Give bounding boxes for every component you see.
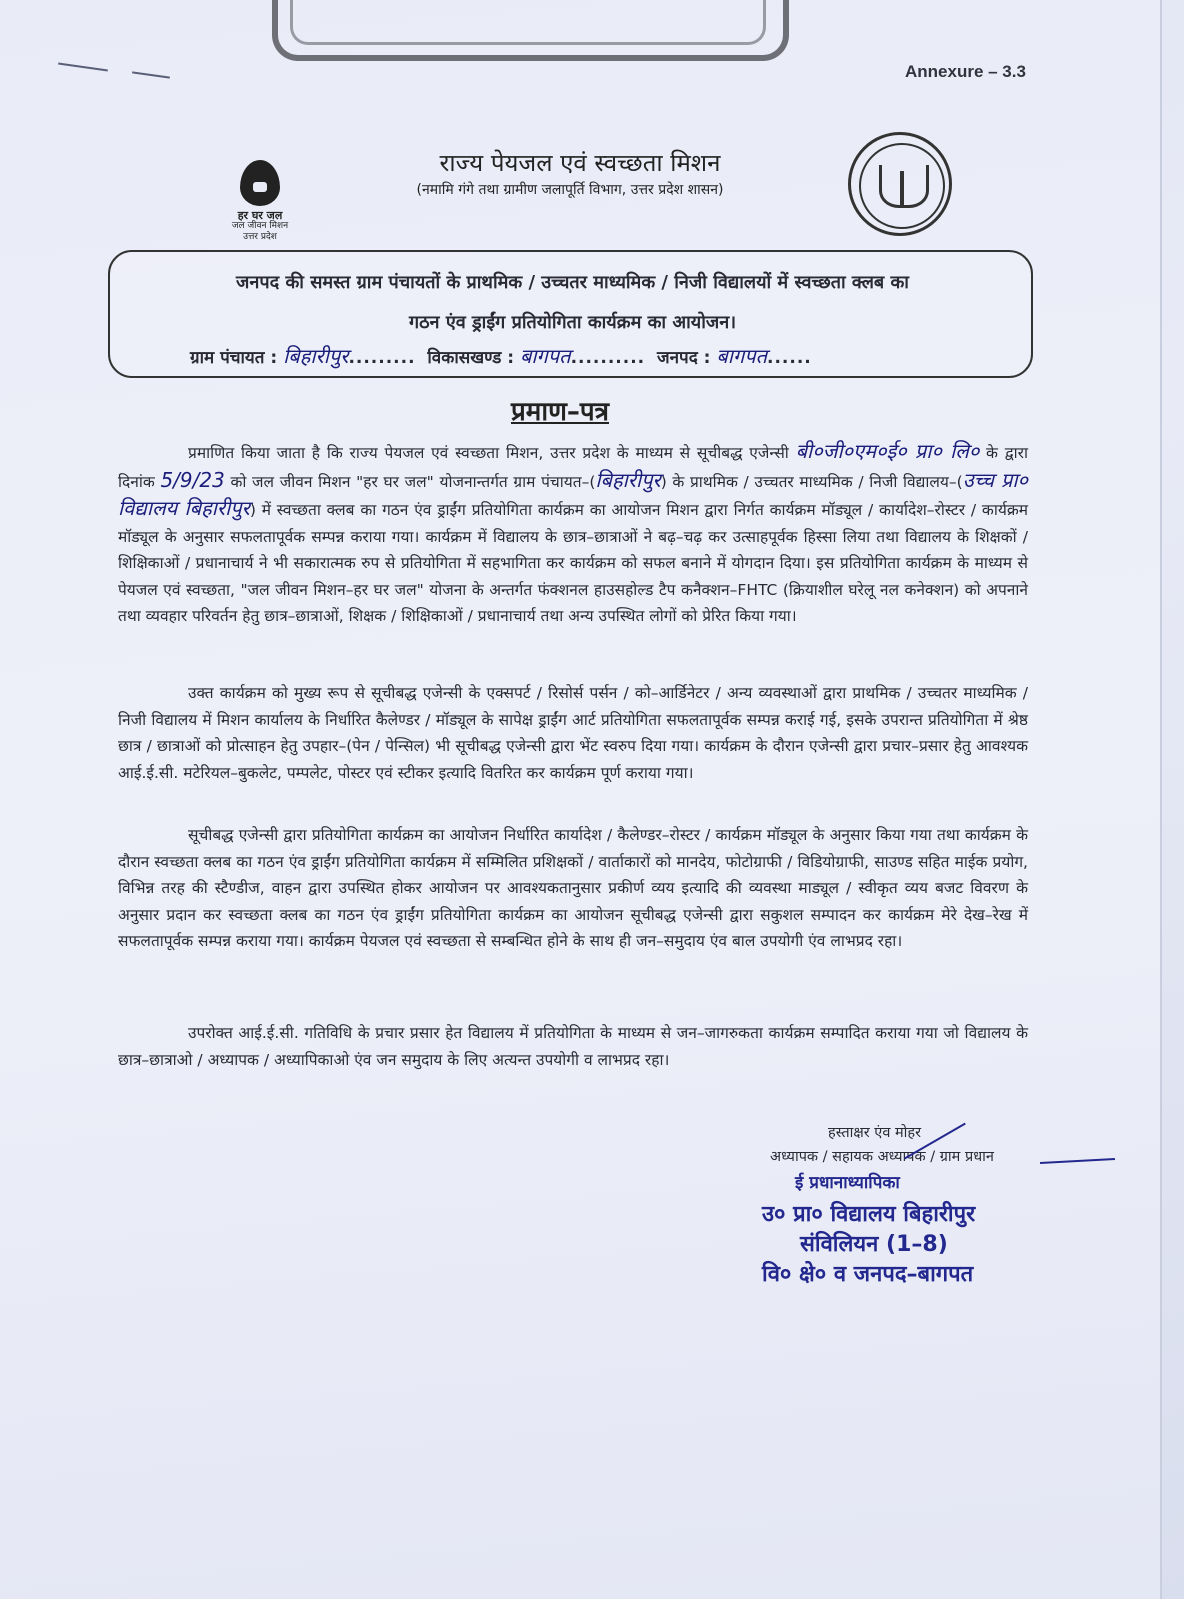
signature-label: हस्ताक्षर एंव मोहर xyxy=(828,1125,922,1141)
gram-panchayat-label: ग्राम पंचायत : xyxy=(190,348,278,368)
handwritten-signature-stroke xyxy=(1040,1158,1115,1164)
stamp-line2: संविलियन (1–8) xyxy=(800,1232,948,1257)
janpad-value: बागपत xyxy=(716,344,767,368)
gram-panchayat-fill: बिहारीपुर xyxy=(595,467,661,492)
p1-text-b: के द्वारा दिनांक xyxy=(118,444,1028,491)
annexure-label: Annexure – 3.3 xyxy=(905,62,1026,81)
banner-line2: गठन एंव ड्राईंग प्रतियोगिता कार्यक्रम का आयोजन। xyxy=(408,312,737,333)
vikaskhand-value: बागपत xyxy=(519,344,571,368)
logo-line3: उत्तर प्रदेश xyxy=(243,232,277,242)
p1-text-a: प्रमाणित किया जाता है कि राज्य पेयजल एवं स्वच्छता मिशन, उत्तर प्रदेश के माध्यम से सूचीबद्ध एजेन्सी xyxy=(188,444,789,462)
banner-line1: जनपद की समस्त ग्राम पंचायतों के प्राथमिक / उच्चतर माध्यमिक / निजी विद्यालयों में स्वच्छता क्लब का xyxy=(236,272,909,293)
janpad-label: जनपद : xyxy=(657,348,711,368)
mission-subtitle: (नमामि गंगे तथा ग्रामीण जलापूर्ति विभाग, उत्तर प्रदेश शासन) xyxy=(416,182,724,198)
school-name: उच्च प्रा० विद्यालय बिहारीपुर xyxy=(118,467,1028,520)
pen-mark xyxy=(132,71,170,78)
stamp-title: ई प्रधानाध्यापिका xyxy=(795,1173,900,1193)
gram-panchayat-value: बिहारीपुर xyxy=(283,344,349,368)
clipboard-clip-inner xyxy=(290,0,766,45)
mission-title: राज्य पेयजल एवं स्वच्छता मिशन xyxy=(439,149,721,177)
logo-line1: हर घर जल xyxy=(237,209,283,222)
paragraph-1 xyxy=(118,438,1028,630)
paragraph-3: सूचीबद्ध एजेन्सी द्वारा प्रतियोगिता कार्यक्रम का आयोजन निर्धारित कार्यादेश / कैलेण्डर–रोस्टर / कार्यक्रम मॉड्यूल के अनुसार किया गया तथा कार्यक्रम के दौरान स्वच्छता क्लब का गठन एंव ड्राईंग प्रतियोगिता कार्यक्रम में सम्मिलित प्रशिक्षकों / वार्ताकारों को मानदेय, फोटोग्राफी / विडियोग्राफी, साउण्ड सहित माईक प्रयोग, विभिन्न तरह की स्टैण्डीज, वाहन द्वारा उपस्थित होकर आयोजन पर आवश्यकतानुसार प्रकीर्ण व्यय इत्यादि की व्यवस्था माड्यूल / स्वीकृत व्यय बजट विवरण के अनुसार प्रदान कर स्वच्छता क्लब का गठन एंव ड्राईंग प्रतियोगिता कार्यक्रम का आयोजन सूचीबद्ध एजेन्सी द्वारा सकुशल सम्पादन कर कार्यक्रम मेरे देख–रेख में सफलतापूर्वक सम्पन्न कराया गया। कार्यक्रम पेयजल एवं स्वच्छता से सम्बन्धित होने के साथ ही जन–समुदाय एंव बाल उपयोगी एंव लाभप्रद रहा। xyxy=(118,826,1028,950)
program-date: 5/9/23 xyxy=(160,467,225,492)
pen-mark xyxy=(58,63,108,72)
p1-text-d: ) के प्राथमिक / उच्चतर माध्यमिक / निजी विद्यालय–( xyxy=(660,472,963,491)
banner-fields: ग्राम पंचायत : बिहारीपुर......... विकासखण्ड : बागपत.......... जनपद : बागपत...... xyxy=(190,344,812,368)
logo-line2: जल जीवन मिशन xyxy=(231,221,289,231)
p1-text-c: को जल जीवन मिशन "हर घर जल" योजनान्तर्गत ग्राम पंचायत–( xyxy=(230,472,596,491)
program-banner xyxy=(108,250,1033,378)
agency-name: बी०जी०एम०ई० प्रा० लि० xyxy=(795,439,980,463)
signatory-designation: अध्यापक / सहायक अध्यापक / ग्राम प्रधान xyxy=(770,1149,994,1165)
stamp-line1: उ० प्रा० विद्यालय बिहारीपुर xyxy=(762,1202,976,1227)
paragraph-4: उपरोक्त आई.ई.सी. गतिविधि के प्रचार प्रसार हेत विद्यालय में प्रतियोगिता के माध्यम से जन–जागरुकता कार्यक्रम सम्पादित कराया गया जो विद्यालय के छात्र–छात्राओ / अध्यापक / अध्यापिकाओ एंव जन समुदाय के लिए अत्यन्त उपयोगी व लाभप्रद रहा। xyxy=(118,1024,1028,1069)
certificate-title: प्रमाण–पत्र xyxy=(511,397,609,427)
p1-text-e: ) में स्वच्छता क्लब का गठन एंव ड्राईंग प्रतियोगिता कार्यक्रम का आयोजन मिशन द्वारा निर्गत कार्यक्रम मॉड्यूल / कार्यादेश–रोस्टर / कार्यक्रम मॉड्यूल के अनुसार सफलतापूर्वक सम्पन्न कराया गया। कार्यक्रम में विद्यालय के छात्र–छात्राओं ने बढ़–चढ़ कर उत्साहपूर्वक हिस्सा लिया तथा विद्यालय के शिक्षकों / शिक्षिकाओं / प्रधानाचार्य ने भी सकारात्मक रुप से प्रतियोगिता में सहभागिता कर कार्यक्रम को सफल बनाने में योगदान दिया। इस प्रतियोगिता कार्यक्रम के माध्यम से पेयजल एवं स्वच्छता, "जल जीवन मिशन–हर घर जल" योजना के अन्तर्गत फंक्शनल हाउसहोल्ड टैप कनैक्शन–FHTC (क्रियाशील घरेलू नल कनेक्शन) को अपनाने तथा व्यवहार परिवर्तन हेतु छात्र–छात्राओं, शिक्षक / शिक्षिकाओं / प्रधानाचार्य तथा अन्य उपस्थित लोगों को प्रेरित किया गया। xyxy=(118,501,1028,625)
stamp-line3: वि० क्षे० व जनपद–बागपत xyxy=(762,1262,974,1287)
paragraph-2: उक्त कार्यक्रम को मुख्य रूप से सूचीबद्ध एजेन्सी के एक्सपर्ट / रिसोर्स पर्सन / को–आर्डिनेटर / अन्य व्यवस्थाओं द्वारा प्राथमिक / उच्चतर माध्यमिक / निजी विद्यालय में मिशन कार्यालय के निर्धारित कैलेण्डर / मॉड्यूल के सापेक्ष ड्राईंग आर्ट प्रतियोगिता सफलतापूर्वक सम्पन्न कराई गई, इसके उपरान्त प्रतियोगिता में श्रेष्ठ छात्र / छात्राओं को प्रोत्साहन हेतु उपहार–(पेन / पेन्सिल) भी सूचीबद्ध एजेन्सी द्वारा भेंट स्वरुप दिया गया। कार्यक्रम के दौरान एजेन्सी द्वारा प्रचार–प्रसार हेतु आवश्यक आई.ई.सी. मटेरियल–बुकलेट, पम्पलेट, पोस्टर एवं स्टीकर इत्यादि वितरित कर कार्यक्रम पूर्ण कराया गया। xyxy=(118,684,1028,782)
vikaskhand-label: विकासखण्ड : xyxy=(427,348,515,368)
